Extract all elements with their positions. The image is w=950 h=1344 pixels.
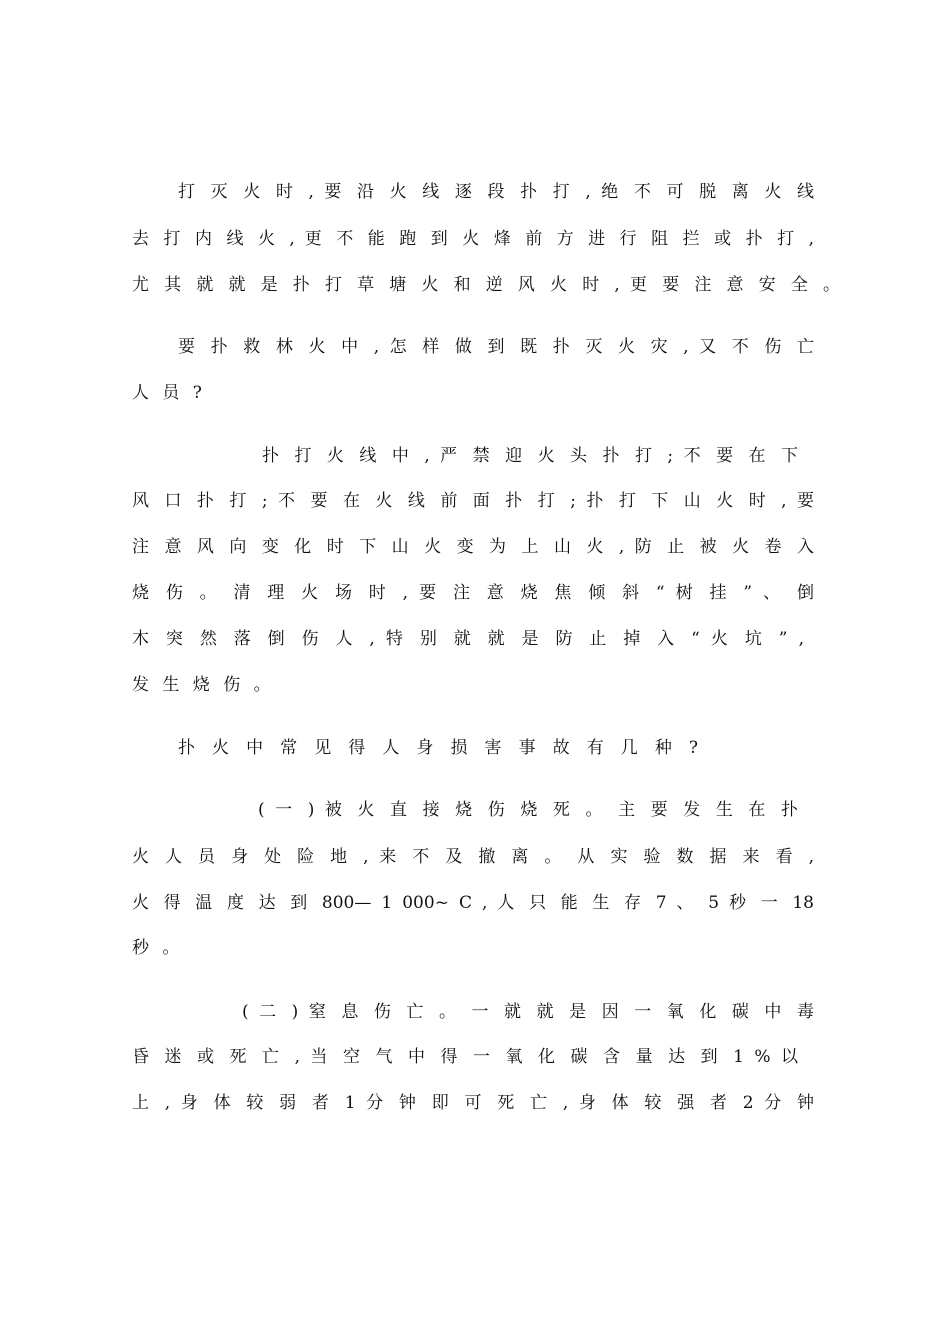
text-line: 要 扑 救 林 火 中 , 怎 样 做 到 既 扑 灭 火 灾 , 又 不 伤 亡 [178, 337, 814, 357]
text-line: 上 , 身 体 较 弱 者 1 分 钟 即 可 死 亡 , 身 体 较 强 者 2 分 钟 [132, 1093, 814, 1113]
text-line: 火 人 员 身 处 险 地 , 来 不 及 撤 离 。 从 实 验 数 据 来 看 , [132, 847, 814, 867]
text-line: 打 灭 火 时 , 要 沿 火 线 逐 段 扑 打 , 绝 不 可 脱 离 火 线 [178, 182, 814, 202]
text-line: 扑 火 中 常 见 得 人 身 损 害 事 故 有 几 种 ? [178, 738, 698, 758]
text-line: ( 二 ) 窒 息 伤 亡 。 一 就 就 是 因 一 氧 化 碳 中 毒 [242, 1002, 814, 1022]
text-line: 扑 打 火 线 中 , 严 禁 迎 火 头 扑 打 ; 不 要 在 下 [262, 446, 798, 466]
text-line: 秒 。 [132, 938, 180, 958]
text-line: 人 员 ? [132, 383, 202, 403]
text-line: 发 生 烧 伤 。 [132, 675, 271, 695]
text-line: 火 得 温 度 达 到 800— 1 000~ C , 人 只 能 生 存 7 、 5 秒 一 18 [132, 893, 814, 913]
text-line: 风 口 扑 打 ; 不 要 在 火 线 前 面 扑 打 ; 扑 打 下 山 火 时 , 要 [132, 491, 814, 511]
text-line: 去 打 内 线 火 , 更 不 能 跑 到 火 烽 前 方 进 行 阻 拦 或 扑 打 , [132, 229, 814, 249]
text-line: ( 一 ) 被 火 直 接 烧 伤 烧 死 。 主 要 发 生 在 扑 [258, 800, 798, 820]
text-line: 注 意 风 向 变 化 时 下 山 火 变 为 上 山 火 , 防 止 被 火 卷 入 [132, 537, 814, 557]
text-line: 木 突 然 落 倒 伤 人 , 特 别 就 就 是 防 止 掉 入 “ 火 坑 ” , [132, 629, 804, 649]
text-line: 昏 迷 或 死 亡 , 当 空 气 中 得 一 氧 化 碳 含 量 达 到 1 % 以 [132, 1047, 798, 1067]
text-line: 尤 其 就 就 是 扑 打 草 塘 火 和 逆 风 火 时 , 更 要 注 意 安 全 。 [132, 275, 840, 295]
text-line: 烧 伤 。 清 理 火 场 时 , 要 注 意 烧 焦 倾 斜 “ 树 挂 ” 、 倒 [132, 583, 814, 603]
